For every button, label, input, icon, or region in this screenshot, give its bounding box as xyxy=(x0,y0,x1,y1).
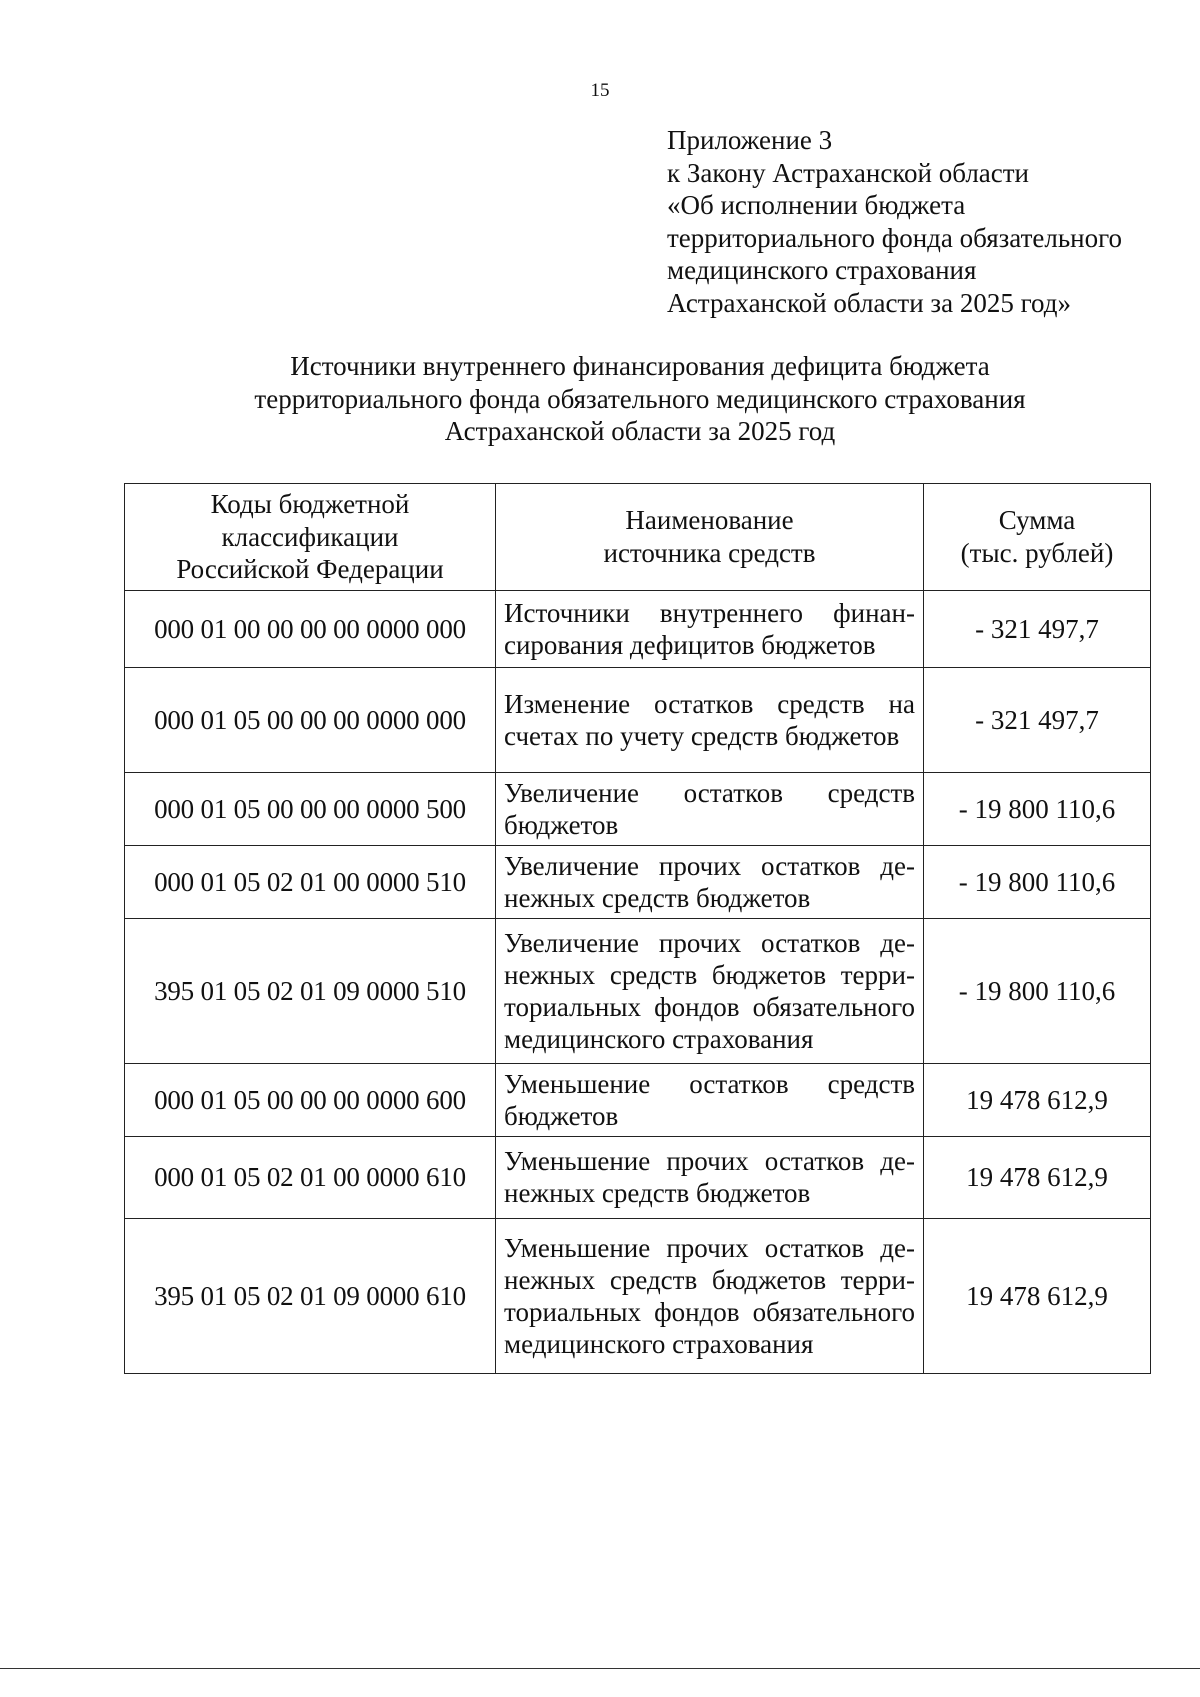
table-row xyxy=(125,1136,1151,1218)
budget-code-cell: 000 01 00 00 00 00 0000 000 xyxy=(125,590,496,667)
title-line: территориального фонда обязательного медицинского страхования xyxy=(254,383,1026,414)
header-code-line: классификации xyxy=(221,521,399,552)
title-line: Астраханской области за 2025 год xyxy=(444,416,836,446)
budget-code-cell: 000 01 05 00 00 00 0000 500 xyxy=(125,772,496,845)
page-bottom-rule xyxy=(0,1668,1200,1669)
budget-code-cell: 000 01 05 00 00 00 0000 000 xyxy=(125,667,496,772)
appendix-line: к Закону Астраханской области xyxy=(667,157,1030,188)
amount-cell: 19 478 612,9 xyxy=(924,1063,1151,1136)
header-code-line: Российской Федерации xyxy=(176,554,444,584)
header-amount xyxy=(924,484,1151,591)
source-name-cell: Увеличение остатков средств бюджетов xyxy=(496,772,924,845)
budget-code-cell: 000 01 05 00 00 00 0000 600 xyxy=(125,1063,496,1136)
amount-cell: - 19 800 110,6 xyxy=(924,845,1151,918)
source-name-cell: Уменьшение прочих остатков денежных средств бюджетов xyxy=(496,1136,924,1218)
budget-code-cell: 395 01 05 02 01 09 0000 510 xyxy=(125,918,496,1063)
source-name-cell: Увеличение прочих остатков денежных средств бюджетов территориальных фондов обязательного медицинского страхования xyxy=(496,918,924,1063)
table-row xyxy=(125,845,1151,918)
amount-cell: 19 478 612,9 xyxy=(924,1218,1151,1373)
table-row xyxy=(125,918,1151,1063)
document-title xyxy=(100,350,1180,448)
header-amount-line: (тыс. рублей) xyxy=(960,537,1114,568)
table-header-row xyxy=(125,484,1151,591)
budget-code-cell: 000 01 05 02 01 00 0000 510 xyxy=(125,845,496,918)
appendix-line: территориального фонда обязательного xyxy=(667,222,1123,253)
header-amount-line: Сумма xyxy=(998,505,1076,536)
financing-sources-table xyxy=(124,483,1151,1374)
header-name xyxy=(496,484,924,591)
appendix-line: Приложение 3 xyxy=(667,125,833,155)
header-code xyxy=(125,484,496,591)
budget-code-cell: 395 01 05 02 01 09 0000 610 xyxy=(125,1218,496,1373)
amount-cell: - 19 800 110,6 xyxy=(924,918,1151,1063)
source-name-cell: Изменение остатков средств на счетах по учету средств бюджетов xyxy=(496,667,924,772)
table-row xyxy=(125,590,1151,667)
table-row xyxy=(125,772,1151,845)
header-name-line: источника средств xyxy=(603,537,816,568)
table-row xyxy=(125,1063,1151,1136)
header-code-line: Коды бюджетной xyxy=(210,489,410,519)
source-name-cell: Увеличение прочих остатков денежных средств бюджетов xyxy=(496,845,924,918)
page-number: 15 xyxy=(590,80,610,101)
amount-cell: - 321 497,7 xyxy=(924,590,1151,667)
header-name-line: Наименование xyxy=(625,505,794,536)
appendix-line: «Об исполнении бюджета xyxy=(667,190,966,220)
budget-code-cell: 000 01 05 02 01 00 0000 610 xyxy=(125,1136,496,1218)
amount-cell: - 321 497,7 xyxy=(924,667,1151,772)
table-row xyxy=(125,1218,1151,1373)
source-name-cell: Уменьшение остатков средств бюджетов xyxy=(496,1063,924,1136)
source-name-cell: Уменьшение прочих остатков денежных средств бюджетов территориальных фондов обязательного медицинского страхования xyxy=(496,1218,924,1373)
appendix-line: медицинского страхования xyxy=(667,255,977,285)
amount-cell: 19 478 612,9 xyxy=(924,1136,1151,1218)
table-row xyxy=(125,667,1151,772)
appendix-reference xyxy=(667,124,1167,319)
amount-cell: - 19 800 110,6 xyxy=(924,772,1151,845)
appendix-line: Астраханской области за 2025 год» xyxy=(667,287,1071,318)
title-line: Источники внутреннего финансирования дефицита бюджета xyxy=(290,351,990,381)
source-name-cell: Источники внутреннего финансирования дефицитов бюджетов xyxy=(496,590,924,667)
